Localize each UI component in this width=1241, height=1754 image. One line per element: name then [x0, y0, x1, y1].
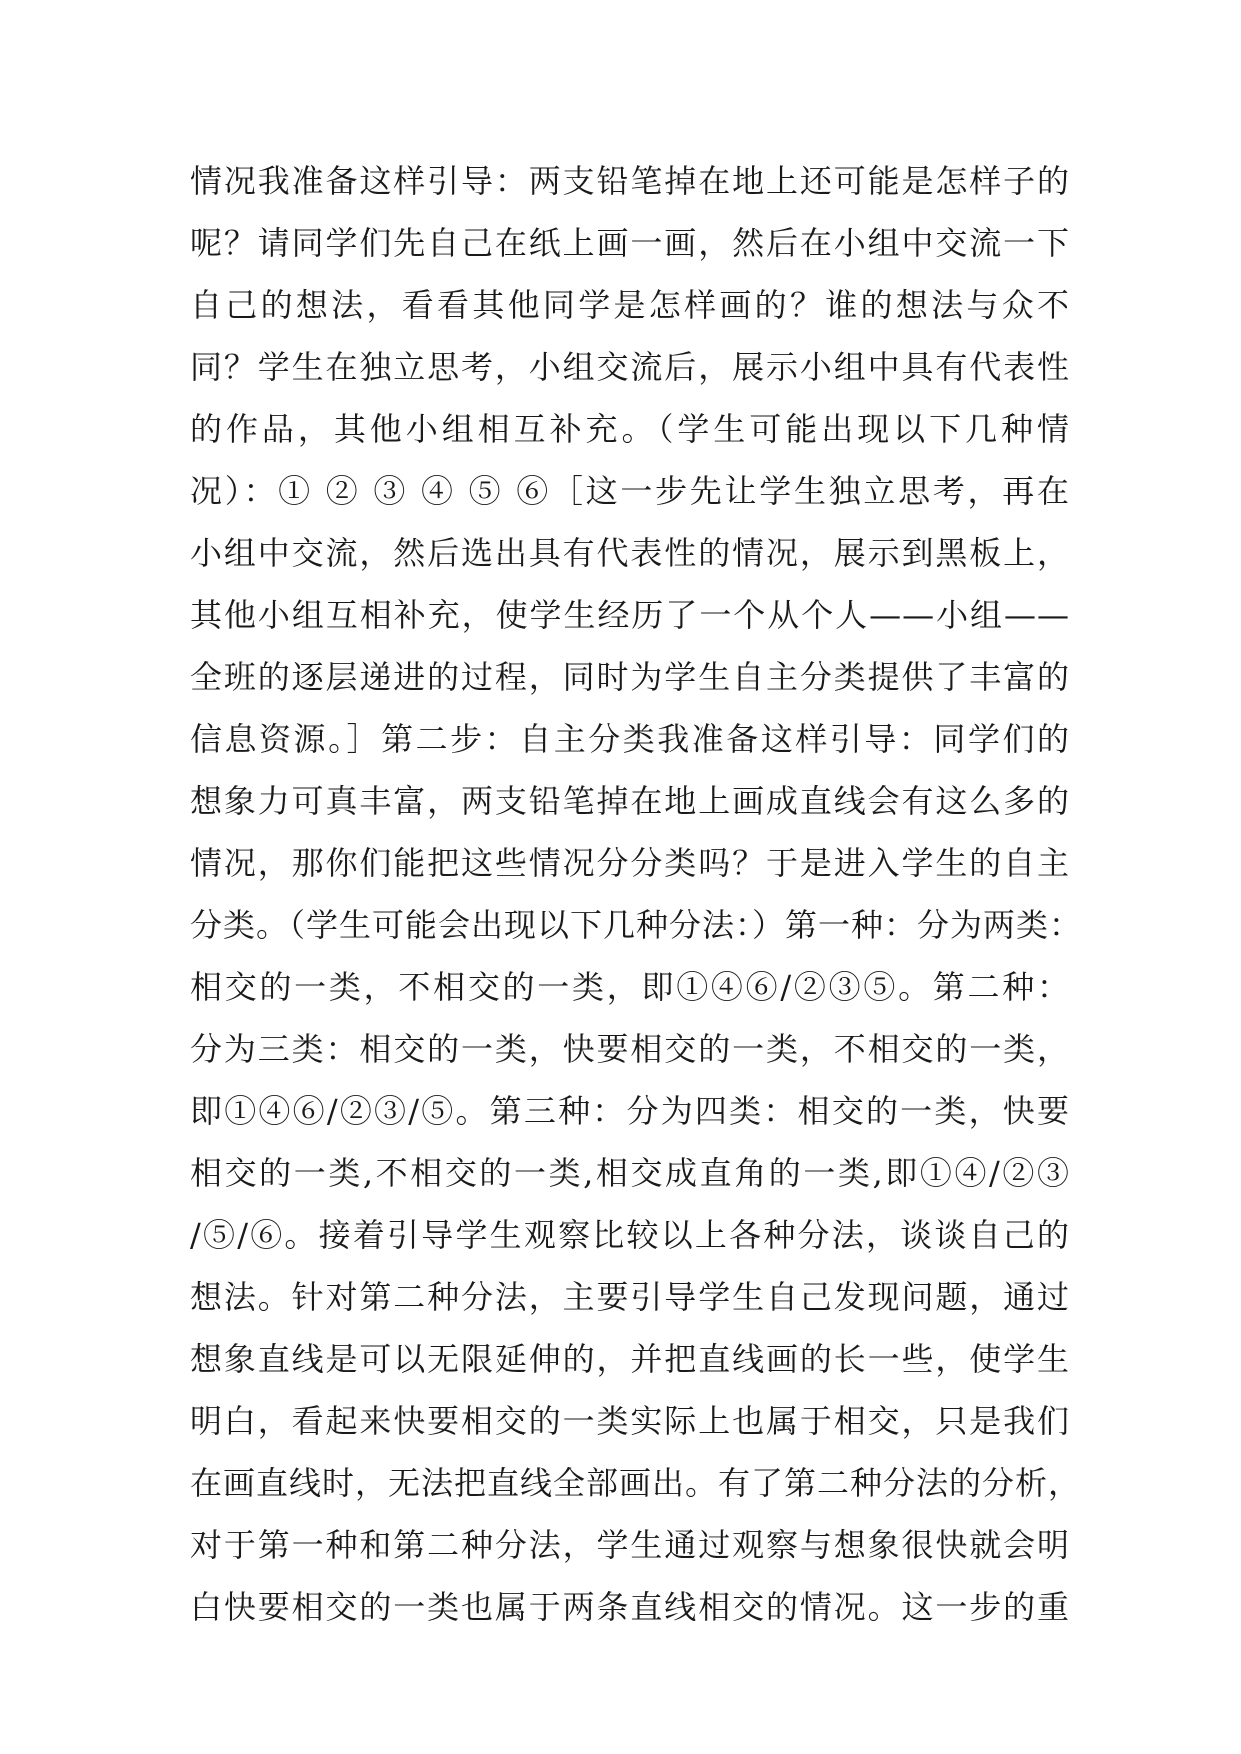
text-line: 呢？请同学们先自己在纸上画一画，然后在小组中交流一下 — [190, 224, 1070, 262]
text-line: 在画直线时，无法把直线全部画出。有了第二种分法的分析， — [190, 1464, 1082, 1502]
text-line: 想象直线是可以无限延伸的，并把直线画的长一些，使学生 — [190, 1340, 1070, 1378]
text-line: 分为三类：相交的一类，快要相交的一类，不相交的一类， — [190, 1030, 1070, 1068]
text-line: 信息资源。］第二步：自主分类我准备这样引导：同学们的 — [190, 720, 1070, 758]
text-line: 即①④⑥/②③/⑤。第三种：分为四类：相交的一类，快要 — [190, 1092, 1070, 1130]
text-line: /⑤/⑥。接着引导学生观察比较以上各种分法，谈谈自己的 — [190, 1216, 1070, 1254]
text-line: 相交的一类，不相交的一类，即①④⑥/②③⑤。第二种： — [190, 968, 1070, 1006]
text-line: 情况我准备这样引导：两支铅笔掉在地上还可能是怎样子的 — [190, 162, 1070, 200]
text-line: 想象力可真丰富，两支铅笔掉在地上画成直线会有这么多的 — [190, 782, 1070, 820]
text-line: 自己的想法，看看其他同学是怎样画的？谁的想法与众不 — [190, 286, 1070, 324]
text-line: 白快要相交的一类也属于两条直线相交的情况。这一步的重 — [190, 1588, 1070, 1626]
body-text — [190, 150, 1083, 1638]
text-line: 对于第一种和第二种分法，学生通过观察与想象很快就会明 — [190, 1526, 1070, 1564]
text-line: 况）：① ② ③ ④ ⑤ ⑥［这一步先让学生独立思考，再在 — [190, 472, 1070, 510]
text-line: 明白，看起来快要相交的一类实际上也属于相交，只是我们 — [190, 1402, 1070, 1440]
text-line: 其他小组互相补充，使学生经历了一个从个人——小组—— — [190, 596, 1070, 634]
text-line: 想法。针对第二种分法，主要引导学生自己发现问题，通过 — [190, 1278, 1070, 1316]
text-line: 情况，那你们能把这些情况分分类吗？于是进入学生的自主 — [190, 844, 1070, 882]
text-line: 小组中交流，然后选出具有代表性的情况，展示到黑板上， — [190, 534, 1070, 572]
text-line: 同？学生在独立思考，小组交流后，展示小组中具有代表性 — [190, 348, 1070, 386]
text-line: 的作品，其他小组相互补充。（学生可能出现以下几种情 — [190, 410, 1070, 448]
text-line: 分类。（学生可能会出现以下几种分法：）第一种：分为两类： — [190, 906, 1083, 944]
text-line: 相交的一类,不相交的一类,相交成直角的一类,即①④/②③ — [190, 1154, 1070, 1192]
text-line: 全班的逐层递进的过程，同时为学生自主分类提供了丰富的 — [190, 658, 1070, 696]
